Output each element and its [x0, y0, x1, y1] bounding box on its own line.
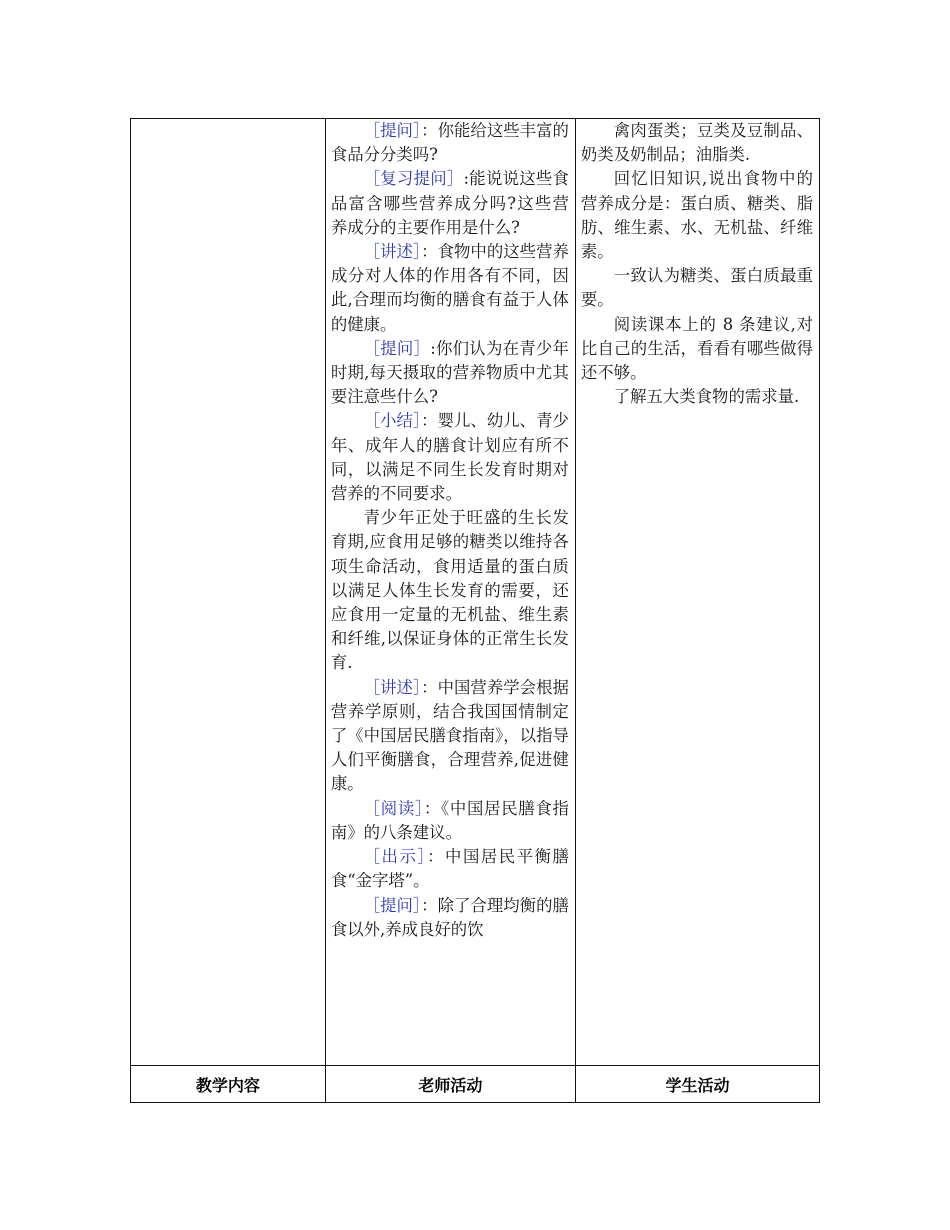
- student-activity-text: [576, 119, 819, 409]
- teacher-paragraph: ［提问］:你们认为在青少年时期,每天摄取的营养物质中尤其要注意些什么?: [330, 338, 569, 407]
- teacher-paragraph: ［小结］：婴儿、幼儿、青少年、成年人的膳食计划应有所不同，以满足不同生长发育时期对营养的不同要求。: [330, 411, 569, 504]
- student-activity-cell: [575, 119, 819, 1066]
- teacher-paragraph: ［讲述］：中国营养学会根据营养学原则，结合我国国情制定了《中国居民膳食指南》，以指导人们平衡膳食，合理营养,促进健康。: [330, 677, 569, 794]
- paragraph-tag: ［讲述］: [363, 242, 422, 262]
- student-paragraph: 了解五大类食物的需求量.: [613, 387, 800, 407]
- header-teaching-content: 教学内容: [131, 1066, 326, 1103]
- table-row: [131, 119, 820, 1066]
- teacher-activity-cell: [325, 119, 575, 1066]
- paragraph-tag: ［提问］: [363, 121, 422, 140]
- teacher-paragraph: ［提问］：除了合理均衡的膳食以外,养成良好的饮: [330, 895, 569, 939]
- student-paragraph: 禽肉蛋类；豆类及豆制品、奶类及奶制品；油脂类.: [580, 121, 813, 165]
- teaching-content-cell: [131, 119, 326, 1066]
- lesson-plan-table: [130, 118, 820, 1103]
- table-header-row: [131, 1066, 820, 1103]
- teacher-paragraph: ［提问］：你能给这些丰富的食品分分类吗?: [330, 121, 569, 165]
- teacher-paragraph: 青少年正处于旺盛的生长发育期,应食用足够的糖类以维持各项生命活动，食用适量的蛋白质以满足人体生长发育的需要，还应食用一定量的无机盐、维生素和纤维,以保证身体的正常生长发育.: [330, 508, 569, 673]
- student-paragraph: 阅读课本上的 8 条建议,对比自己的生活，看看有哪些做得还不够。: [580, 314, 813, 383]
- paragraph-tag: ［讲述］: [363, 677, 422, 697]
- header-teacher-activity: 老师活动: [325, 1066, 575, 1103]
- paragraph-tag: ［出示］: [363, 847, 428, 867]
- paragraph-tag: ［提问］: [363, 895, 422, 915]
- student-paragraph: 回忆旧知识,说出食物中的营养成分是：蛋白质、糖类、脂肪、维生素、水、无机盐、纤维素。: [580, 169, 813, 262]
- header-student-activity: 学生活动: [575, 1066, 819, 1103]
- paragraph-tag: ［小结］: [363, 411, 422, 431]
- teacher-paragraph: ［阅读］：《中国居民膳食指南》的八条建议。: [330, 798, 569, 842]
- student-paragraph: 一致认为糖类、蛋白质最重要。: [580, 266, 813, 310]
- paragraph-tag: ［复习提问］: [363, 169, 464, 189]
- teacher-activity-text: [326, 119, 575, 942]
- paragraph-tag: ［阅读］: [363, 798, 424, 818]
- teacher-paragraph: ［复习提问］:能说说这些食品富含哪些营养成分吗?这些营养成分的主要作用是什么?: [330, 169, 569, 237]
- teacher-paragraph: ［讲述］：食物中的这些营养成分对人体的作用各有不同，因此,合理而均衡的膳食有益于人体的健康。: [330, 242, 569, 334]
- teacher-paragraph: ［出示］：中国居民平衡膳食“金字塔”。: [330, 847, 569, 891]
- paragraph-tag: ［提问］: [363, 338, 431, 358]
